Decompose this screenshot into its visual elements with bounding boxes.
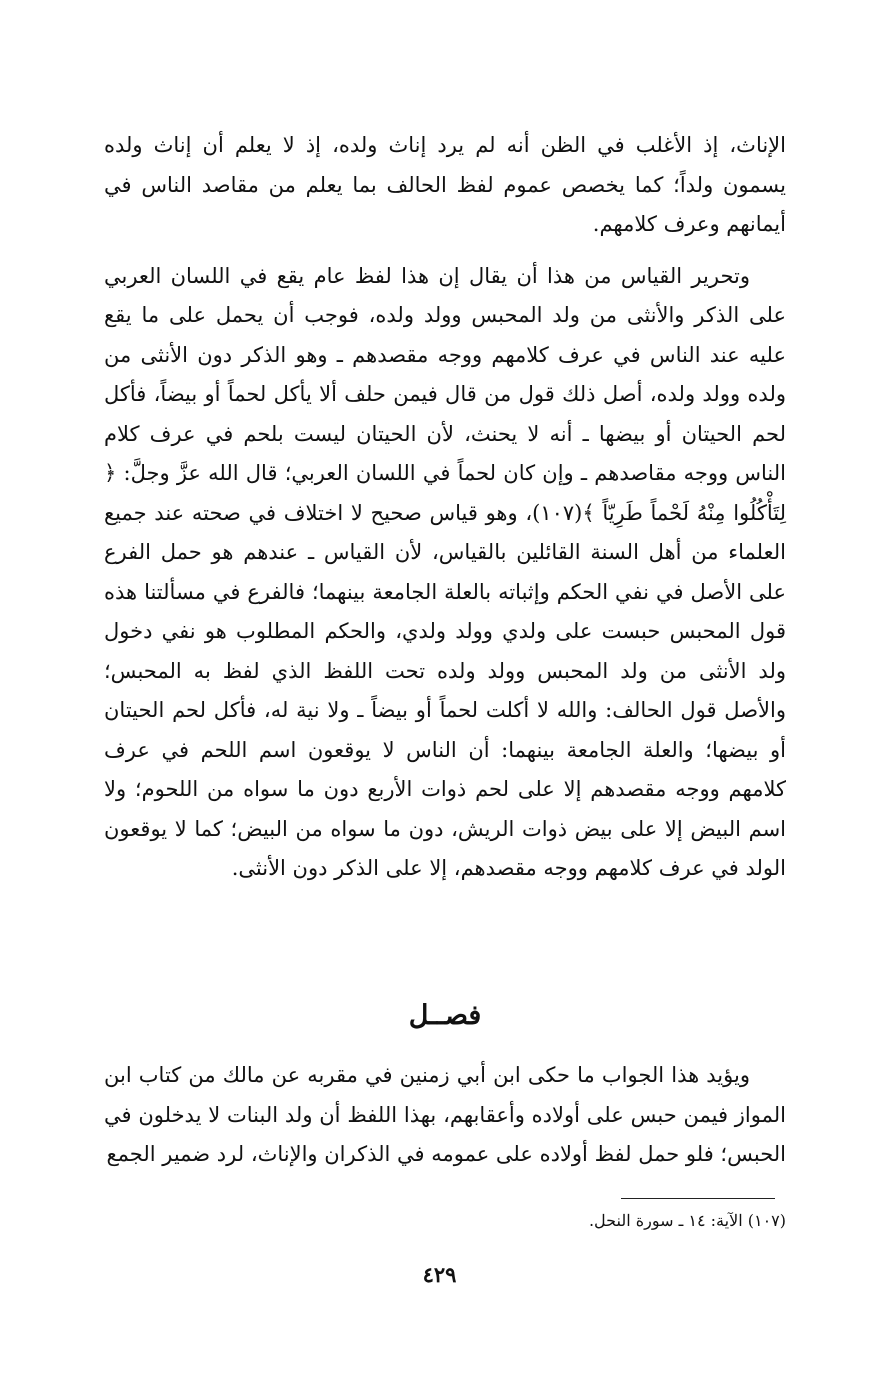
page-number: ٤٢٩: [422, 1262, 457, 1287]
footnote-divider: [621, 1198, 775, 1199]
footnote: (١٠٧) الآية: ١٤ ـ سورة النحل.: [588, 1211, 786, 1230]
paragraph-2: وتحرير القياس من هذا أن يقال إن هذا لفظ عام يقع في اللسان العربي على الذكر والأنثى من ولد المحبس وولد ولده، فوجب أن يحمل على ما يقع عليه عند الناس في عرف كلامهم ووجه مقصدهم ـ وهو الذكر دون الأنثى من ولده وولد ولده، أصل ذلك قول من قال فيمن حلف ألا يأكل لحماً أو بيضاً، فأكل لحم الحيتان أو بيضها ـ أنه لا يحنث، لأن الحيتان ليست بلحم في عرف كلام الناس ووجه مقاصدهم ـ وإن كان لحماً في اللسان العربي؛ قال الله عزَّ وجلَّ: ﴿ لِتَأْكُلُوا مِنْهُ لَحْماً طَرِيّاً ﴾(١٠٧)، وهو قياس صحيح لا اختلاف في صحته عند جميع العلماء من أهل السنة القائلين بالقياس، لأن القياس ـ عندهم هو حمل الفرع على الأصل في نفي الحكم وإثباته بالعلة الجامعة بينهما؛ فالفرع في مسألتنا هذه قول المحبس حبست على ولدي وولد ولدي، والحكم المطلوب هو نفي دخول ولد الأنثى من ولد المحبس وولد ولده تحت اللفظ الذي لفظ به المحبس؛ والأصل قول الحالف: والله لا أكلت لحماً أو بيضاً ـ ولا نية له، فأكل لحم الحيتان أو بيضها؛ والعلة الجامعة بينهما: أن الناس لا يوقعون اسم اللحم في عرف كلامهم ووجه مقصدهم إلا على لحم ذوات الأربع دون ما سواه من اللحوم؛ ولا اسم البيض إلا على بيض ذوات الريش، دون ما سواه من البيض؛ كما لا يوقعون الولد في عرف كلامهم ووجه مقصدهم، إلا على الذكر دون الأنثى.: [104, 263, 786, 880]
section-text-block: [104, 1056, 786, 1175]
section-paragraph: ويؤيد هذا الجواب ما حكى ابن أبي زمنين في مقربه عن مالك من كتاب ابن المواز فيمن حبس على أولاده وأعقابهم، بهذا اللفظ أن ولد البنات لا يدخلون في الحبس؛ فلو حمل لفظ أولاده على عمومه في الذكران والإناث، لرد ضمير الجمع: [104, 1063, 786, 1166]
section-heading: فصــل: [408, 1000, 482, 1031]
paragraph-1: الإناث، إذ الأغلب في الظن أنه لم يرد إناث ولده، إذ لا يعلم أن إناث ولده يسمون ولداً؛ كما يخصص عموم لفظ الحالف بما يعلم من مقاصد الناس في أيمانهم وعرف كلامهم.: [104, 133, 786, 236]
main-text-block: [104, 126, 786, 889]
